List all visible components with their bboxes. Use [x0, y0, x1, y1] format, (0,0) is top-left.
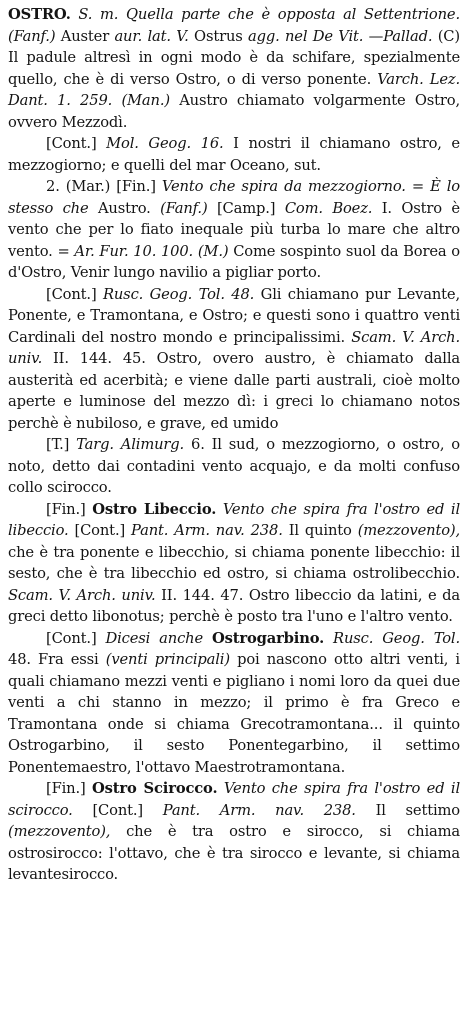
source-ref: Ar. Fur. 10. 100. — [74, 242, 194, 260]
entry-text: poi nascono otto altri venti, i quali chiamano mezzi venti e pigliano i nomi loro da quei due venti a chi stanno in mezzo; il primo è fra Greco e Tramontana onde si chiama Grecotramontana... il quinto Ostrogarbino, il sesto Ponentegarbino, il settimo Ponentemaestro, l'ottavo Maestrotramontana. — [8, 651, 460, 776]
entry-text: Gli chiamano pur Levante, Ponente, e Tramontana, e Ostro; e questi sono i quattro venti Cardinali del nostro mondo e principalissimi. — [8, 285, 460, 346]
gloss: (mezzovento), — [8, 823, 111, 840]
grammar-label: S. m. — [78, 6, 119, 23]
entry-text: che è tra ponente e libecchio, si chiama ponente libecchio: il sesto, che è tra libecchio ed ostro, si chiama ostrolibecchio. — [8, 543, 460, 582]
source-ref: (Fanf.) — [8, 27, 56, 45]
sub-headword: Ostro Scirocco. — [92, 780, 218, 797]
section-label: [Cont.] — [92, 801, 143, 819]
entry-text: Austro chiamato volgarmente Ostro, ovvero Mezzodì. — [8, 92, 460, 131]
entry-ostro — [8, 4, 460, 133]
source-ref: Targ. Alimurg. — [76, 436, 185, 453]
source-ref: II. 144. 47. — [161, 586, 244, 604]
section-label: [Fin.] — [46, 500, 86, 518]
source-ref: Scam. V. Arch. univ. — [8, 328, 460, 367]
section-label: [Cont.] — [74, 522, 126, 539]
entry-paragraph — [8, 628, 460, 779]
entry-text: Ostro libeccio da latini, e da greci detto libonotus; perchè è posto tra l'uno e l'altro vento. — [8, 586, 460, 625]
source-ref: Varch. Lez. Dant. 1. 259. — [8, 70, 460, 109]
section-label: 2. (Mar.) [Fin.] — [46, 178, 156, 195]
entry-text: Auster — [60, 27, 110, 45]
equals-sign: = — [411, 178, 425, 195]
entry-text: 6. Il sud, o mezzogiorno, o ostro, o noto, detto dai contadini vento acquajo, e da molti confuso collo scirocco. — [8, 436, 460, 496]
source-ref: Pant. Arm. nav. 238. — [162, 801, 356, 819]
entry-paragraph — [8, 499, 460, 628]
entry-text: che è tra ostro e sirocco, si chiama ostrosirocco: l'ottavo, che è tra sirocco e levante, si chiama levantesirocco. — [8, 823, 460, 883]
sub-headword: Ostrogarbino. — [211, 629, 325, 647]
entry-text: Austro. — [97, 199, 151, 217]
source-ref: Rusc. Geog. Tol. — [333, 629, 460, 647]
entry-text: Il padule altresì in ogni modo è da schifare, spezialmente quello, che è di verso Ostro, o di verso ponente. — [8, 49, 460, 88]
entry-paragraph — [8, 176, 460, 284]
equals-sign: = — [57, 242, 70, 260]
entry-paragraph — [8, 284, 460, 435]
definition: Vento che spira fra l'ostro ed il libeccio. — [8, 500, 460, 539]
entry-text: I nostri il chiamano ostro, e mezzogiorno; e quelli del mar Oceano, sut. — [8, 135, 460, 174]
entry-text: Il settimo — [375, 801, 460, 819]
definition: Quella parte che è opposta al Settentrione. — [126, 6, 460, 23]
gloss: (venti principali) — [105, 651, 230, 668]
entry-text: Il quinto — [288, 522, 352, 539]
section-label: [T.] — [46, 436, 70, 453]
source-ref: II. 144. 45. — [53, 350, 146, 367]
entry-paragraph — [8, 778, 460, 886]
section-label: [Cont.] — [46, 135, 97, 152]
entry-text: 48. Fra essi — [8, 651, 99, 668]
section-label: [Cont.] — [46, 285, 97, 303]
source-ref: Com. Boez. — [284, 199, 373, 217]
entry-text: Ostrus — [194, 27, 243, 45]
source-ref: (M.) — [197, 242, 229, 260]
definition: Vento che spira da mezzogiorno. — [161, 178, 406, 195]
source-ref: Pallad. — [383, 27, 433, 45]
section-label: [Fin.] — [46, 780, 86, 797]
source-ref: Rusc. Geog. Tol. 48. — [102, 285, 255, 303]
cross-ref-label: È lo stesso che — [8, 178, 460, 217]
see-label: V. — [176, 27, 189, 45]
section-label: [Camp.] — [216, 199, 276, 217]
section-label: [Cont.] — [46, 629, 97, 647]
headword: OSTRO. — [8, 6, 71, 23]
cross-ref-label: Dicesi anche — [105, 629, 203, 647]
gloss: (mezzovento), — [357, 522, 460, 539]
entry-paragraph — [8, 133, 460, 176]
dash: — — [368, 27, 384, 45]
entry-text: Come sospinto suol da Borea o d'Ostro, Venir lungo navilio a pigliar porto. — [8, 242, 460, 281]
source-ref: Scam. V. Arch. univ. — [8, 586, 156, 604]
source-ref: (C) — [437, 27, 460, 45]
latin-label: aur. lat. — [114, 27, 171, 45]
entry-paragraph — [8, 434, 460, 499]
entry-text: I. Ostro è vento che per lo fiato inequale più turba lo mare che altro vento. — [8, 199, 460, 260]
source-ref: agg. nel De Vit. — [248, 27, 364, 45]
source-ref: (Fanf.) — [160, 199, 208, 217]
definition: Vento che spira fra l'ostro ed il scirocco. — [8, 780, 460, 819]
sub-headword: Ostro Libeccio. — [92, 500, 217, 518]
source-ref: (Man.) — [121, 92, 170, 109]
source-ref: Pant. Arm. nav. 238. — [131, 522, 283, 539]
entry-text: Ostro, overo austro, è chiamato dalla austerità ed acerbità; e viene dalle parti australi, cioè molto aperte e luminose del mezzo dì: i greci lo chiamano notos perchè è nubiloso, e grave, ed umido — [8, 350, 460, 432]
source-ref: Mol. Geog. 16. — [106, 135, 224, 152]
